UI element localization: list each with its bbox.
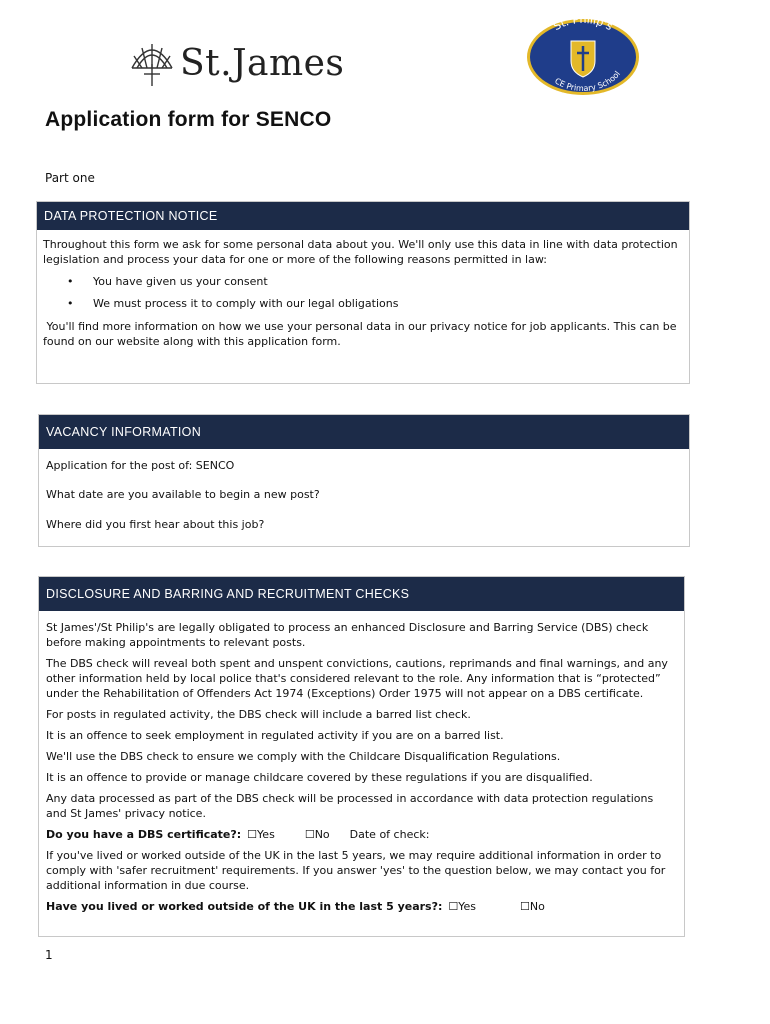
st-james-wordmark: St.James [180,42,345,84]
badge-top-text: St. Philip's [551,17,615,34]
shell-cross-icon [128,38,176,88]
disclosure-p6: It is an offence to provide or manage childcare covered by these regulations if you are disqualified. [46,771,593,784]
abroad-no-label: No [529,900,545,913]
dbs-no-checkbox[interactable]: ☐ [304,828,315,841]
data-protection-more: You'll find more information on how we use your personal data in our privacy notice for job applicants. This can be found on our website along with this application form. [43,320,681,348]
disclosure-p2: The DBS check will reveal both spent and unspent convictions, cautions, reprimands and final warnings, and any other information held by local police that's considered relevant to the role. Any information that is “protected” under the Rehabilitation of Offenders Act 1974 (Exceptions) Order 1975 will not appear on a DBS certificate. [46,657,668,700]
abroad-question-row [46,899,677,914]
vacancy-date-question[interactable]: What date are you available to begin a new post? [46,488,320,501]
data-protection-heading: DATA PROTECTION NOTICE [37,202,689,230]
disclosure-p4: It is an offence to seek employment in regulated activity if you are on a barred list. [46,729,504,742]
disclosure-p1: St James'/St Philip's are legally obligated to process an enhanced Disclosure and Barring Service (DBS) check before making appointments to relevant posts. [46,621,649,649]
st-philips-logo [526,17,640,99]
page-number: 1 [45,948,53,962]
dbs-question-row [46,827,677,842]
disclosure-heading: DISCLOSURE AND BARRING AND RECRUITMENT CHECKS [39,577,684,611]
badge-bottom-text: CE Primary School [553,69,623,94]
list-item: • We must process it to comply with our legal obligations [67,297,399,310]
vacancy-panel [38,414,690,547]
abroad-yes-checkbox[interactable]: ☐ [448,900,459,913]
disclosure-p3: For posts in regulated activity, the DBS check will include a barred list check. [46,708,471,721]
data-protection-intro: Throughout this form we ask for some personal data about you. We'll only use this data in line with data protection legislation and process your data for one or more of the following reasons permitted in law: [43,238,678,266]
page-title: Application form for SENCO [45,108,332,131]
vacancy-post: Application for the post of: SENCO [46,459,235,472]
list-item: • You have given us your consent [67,275,268,288]
date-of-check-label: Date of check: [349,828,430,841]
abroad-no-checkbox[interactable]: ☐ [520,900,530,913]
bullet-text: You have given us your consent [93,275,268,288]
disclosure-panel [38,576,685,937]
abroad-question: Have you lived or worked outside of the UK in the last 5 years?: [46,900,443,913]
vacancy-hear-question[interactable]: Where did you first hear about this job? [46,518,265,531]
disclosure-p8: If you've lived or worked outside of the UK in the last 5 years, we may require additional information in order to comply with 'safer recruitment' requirements. If you answer 'yes' to the question below, we may contact you for additional information in due course. [46,849,666,892]
disclosure-p5: We'll use the DBS check to ensure we comply with the Childcare Disqualification Regulations. [46,750,561,763]
dbs-question: Do you have a DBS certificate?: [46,828,242,841]
dbs-yes-checkbox[interactable]: ☐ [247,828,258,841]
data-protection-panel [36,201,690,384]
vacancy-heading: VACANCY INFORMATION [39,415,689,449]
bullet-text: We must process it to comply with our legal obligations [93,297,399,310]
dbs-yes-label: Yes [257,828,275,841]
part-label: Part one [45,171,95,185]
dbs-no-label: No [314,828,330,841]
st-james-logo [128,38,344,88]
abroad-yes-label: Yes [458,900,477,913]
disclosure-p7: Any data processed as part of the DBS check will be processed in accordance with data protection regulations and St James' privacy notice. [46,792,654,820]
